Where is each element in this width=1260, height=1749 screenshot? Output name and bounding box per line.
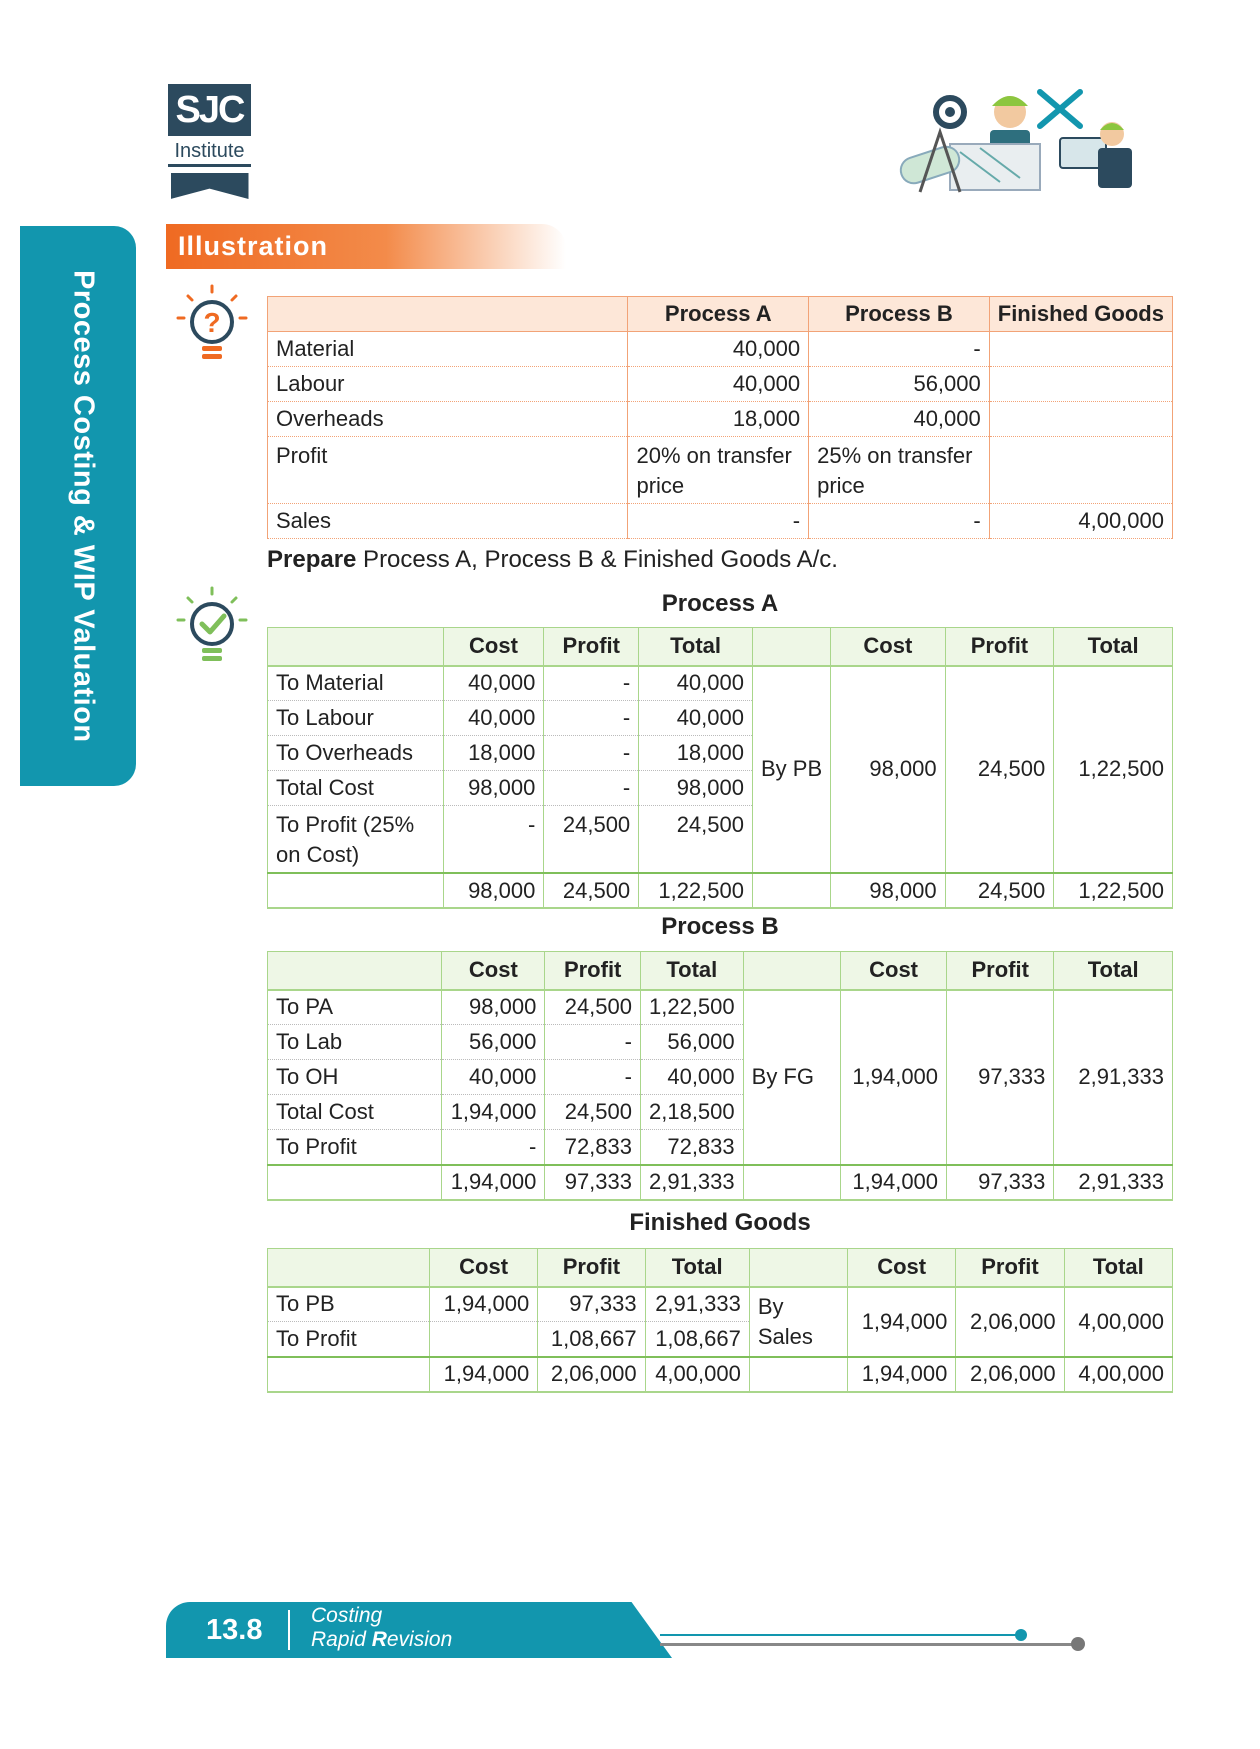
- logo-sub: Institute: [168, 138, 251, 167]
- footer-rapid: Rapid: [311, 1628, 372, 1651]
- process-b-title: Process B: [661, 913, 779, 940]
- totals-row: [268, 873, 1173, 908]
- table-row: [268, 990, 1173, 1025]
- header-cell: Total: [641, 952, 744, 990]
- cell: 18,000: [628, 402, 809, 437]
- table-row: [268, 437, 1173, 504]
- row-label: Material: [268, 332, 628, 367]
- cell: 40,000: [809, 402, 990, 437]
- header-cell: Profit: [945, 628, 1054, 666]
- logo-brand: SJC: [168, 84, 251, 136]
- prepare-instruction: [267, 546, 838, 574]
- row-label: Total Cost: [268, 771, 444, 806]
- cell: 1,94,000: [442, 1095, 545, 1130]
- cell: 97,333: [538, 1287, 645, 1322]
- credit-total: 2,91,333: [1054, 990, 1173, 1165]
- credit-cost: 98,000: [831, 666, 946, 874]
- row-label: To Material: [268, 666, 444, 701]
- cell: 1,94,000: [429, 1287, 537, 1322]
- cell: 1,22,500: [1054, 873, 1173, 908]
- cell: 18,000: [443, 736, 544, 771]
- header-cell: [743, 952, 840, 990]
- credit-label: By Sales: [749, 1287, 847, 1357]
- given-header-blank: [268, 297, 628, 332]
- header-cell: [268, 1249, 430, 1287]
- page-number: 13.8: [206, 1614, 263, 1646]
- row-label: To Labour: [268, 701, 444, 736]
- cell: 2,06,000: [956, 1357, 1064, 1392]
- header-cell: [749, 1249, 847, 1287]
- cell: 1,94,000: [848, 1357, 956, 1392]
- header-cell: Cost: [429, 1249, 537, 1287]
- table-row: [268, 504, 1173, 539]
- row-label: To Profit: [268, 1130, 442, 1165]
- cell: 56,000: [809, 367, 990, 402]
- footer-rule-grey: [660, 1643, 1078, 1646]
- header-cell: Total: [639, 628, 753, 666]
- footer-line-costing: Costing: [311, 1604, 383, 1627]
- header-cell: Profit: [544, 628, 639, 666]
- cell: 40,000: [639, 666, 753, 701]
- cell: [989, 332, 1172, 367]
- cell: 56,000: [641, 1025, 744, 1060]
- cell: 98,000: [639, 771, 753, 806]
- logo-flag: [171, 173, 249, 199]
- footer-rule-teal: [660, 1634, 1020, 1636]
- totals-row: [268, 1357, 1173, 1392]
- cell: [752, 873, 830, 908]
- cell: 2,91,333: [645, 1287, 749, 1322]
- engineer-tools-icon: [880, 82, 1140, 202]
- cell: 24,500: [544, 806, 639, 874]
- cell: 40,000: [628, 332, 809, 367]
- cell: -: [544, 736, 639, 771]
- header-cell: [268, 952, 442, 990]
- cell: [749, 1357, 847, 1392]
- cell: 72,833: [641, 1130, 744, 1165]
- header-cell: Cost: [443, 628, 544, 666]
- cell: 1,94,000: [841, 1165, 947, 1200]
- row-label: To PA: [268, 990, 442, 1025]
- credit-label: By PB: [752, 666, 830, 874]
- cell: 72,833: [545, 1130, 641, 1165]
- given-header-process-a: Process A: [628, 297, 809, 332]
- credit-profit: 2,06,000: [956, 1287, 1064, 1357]
- cell: -: [545, 1025, 641, 1060]
- credit-total: 1,22,500: [1054, 666, 1173, 874]
- row-label: To OH: [268, 1060, 442, 1095]
- finished-goods-table: [267, 1248, 1173, 1393]
- footer-evision: evision: [386, 1628, 453, 1651]
- header-cell: Profit: [956, 1249, 1064, 1287]
- cell: 2,18,500: [641, 1095, 744, 1130]
- cell: 24,500: [544, 873, 639, 908]
- cell: 4,00,000: [1064, 1357, 1172, 1392]
- prepare-rest: Process A, Process B & Finished Goods A/c.: [356, 546, 838, 573]
- cell: 24,500: [545, 1095, 641, 1130]
- cell: 2,91,333: [641, 1165, 744, 1200]
- cell: -: [544, 666, 639, 701]
- cell: 98,000: [831, 873, 946, 908]
- row-label: To Profit: [268, 1322, 430, 1357]
- cell: -: [544, 771, 639, 806]
- cell: [743, 1165, 840, 1200]
- cell: 97,333: [545, 1165, 641, 1200]
- footer-r: R: [371, 1628, 387, 1651]
- cell: 98,000: [443, 771, 544, 806]
- chapter-title: Process Costing & WIP Valuation: [67, 269, 100, 743]
- row-label: To Profit (25% on Cost): [268, 806, 444, 874]
- cell: 2,91,333: [1054, 1165, 1173, 1200]
- footer-divider: [288, 1610, 290, 1650]
- cell: 98,000: [443, 873, 544, 908]
- row-label: Sales: [268, 504, 628, 539]
- table-row: [268, 367, 1173, 402]
- header-cell: [268, 628, 444, 666]
- process-a-title: Process A: [661, 590, 779, 617]
- row-label: Total Cost: [268, 1095, 442, 1130]
- given-data-table: [267, 296, 1173, 539]
- cell: 2,06,000: [538, 1357, 645, 1392]
- cell: 18,000: [639, 736, 753, 771]
- cell: 24,500: [945, 873, 1054, 908]
- logo: [168, 84, 251, 199]
- check-bulb-icon: [176, 586, 248, 668]
- process-b-header-row: [268, 952, 1173, 990]
- cell: [268, 1357, 430, 1392]
- credit-cost: 1,94,000: [841, 990, 947, 1165]
- given-header-row: [268, 297, 1173, 332]
- table-row: [268, 332, 1173, 367]
- cell: [268, 873, 444, 908]
- finished-goods-header-row: [268, 1249, 1173, 1287]
- footer-dot-grey: [1071, 1637, 1085, 1651]
- illustration-banner: [166, 224, 566, 269]
- process-a-header-row: [268, 628, 1173, 666]
- given-header-finished-goods: Finished Goods: [989, 297, 1172, 332]
- header-cell: Total: [1064, 1249, 1172, 1287]
- totals-row: [268, 1165, 1173, 1200]
- cell: 40,000: [443, 701, 544, 736]
- cell: 25% on transfer price: [809, 437, 990, 504]
- given-header-process-b: Process B: [809, 297, 990, 332]
- table-row: [268, 666, 1173, 701]
- credit-profit: 97,333: [947, 990, 1054, 1165]
- cell: 98,000: [442, 990, 545, 1025]
- row-label: To PB: [268, 1287, 430, 1322]
- cell: [989, 437, 1172, 504]
- header-cell: Total: [1054, 628, 1173, 666]
- cell: 24,500: [545, 990, 641, 1025]
- cell: 20% on transfer price: [628, 437, 809, 504]
- banner-label: Illustration: [178, 231, 329, 261]
- row-label: Profit: [268, 437, 628, 504]
- cell: -: [442, 1130, 545, 1165]
- cell: 40,000: [641, 1060, 744, 1095]
- chapter-side-tab: [20, 226, 136, 786]
- svg-text:?: ?: [203, 307, 221, 338]
- cell: [989, 367, 1172, 402]
- footer-line-rapid-revision: [311, 1628, 452, 1652]
- cell: 1,08,667: [538, 1322, 645, 1357]
- row-label: Overheads: [268, 402, 628, 437]
- process-b-table: [267, 951, 1173, 1201]
- cell: 4,00,000: [645, 1357, 749, 1392]
- cell: -: [544, 701, 639, 736]
- header-cell: [752, 628, 830, 666]
- cell: 40,000: [628, 367, 809, 402]
- cell: 1,22,500: [639, 873, 753, 908]
- row-label: Labour: [268, 367, 628, 402]
- cell: -: [443, 806, 544, 874]
- cell: 1,22,500: [641, 990, 744, 1025]
- cell: 40,000: [443, 666, 544, 701]
- header-cell: Profit: [545, 952, 641, 990]
- table-row: [268, 1287, 1173, 1322]
- finished-goods-title: Finished Goods: [629, 1209, 811, 1236]
- credit-cost: 1,94,000: [848, 1287, 956, 1357]
- cell: 1,08,667: [645, 1322, 749, 1357]
- process-a-table: [267, 627, 1173, 909]
- cell: 56,000: [442, 1025, 545, 1060]
- cell: 40,000: [639, 701, 753, 736]
- cell: [268, 1165, 442, 1200]
- credit-label: By FG: [743, 990, 840, 1165]
- cell: -: [628, 504, 809, 539]
- header-cell: Profit: [538, 1249, 645, 1287]
- question-bulb-icon: [176, 284, 248, 366]
- header-cell: Total: [645, 1249, 749, 1287]
- header-cell: Cost: [848, 1249, 956, 1287]
- table-row: [268, 402, 1173, 437]
- credit-profit: 24,500: [945, 666, 1054, 874]
- cell: -: [545, 1060, 641, 1095]
- cell: 1,94,000: [442, 1165, 545, 1200]
- header-cell: Total: [1054, 952, 1173, 990]
- header-cell: Cost: [831, 628, 946, 666]
- cell: -: [809, 504, 990, 539]
- cell: 1,94,000: [429, 1357, 537, 1392]
- cell: -: [809, 332, 990, 367]
- cell: [989, 402, 1172, 437]
- header-cell: Cost: [841, 952, 947, 990]
- cell: 24,500: [639, 806, 753, 874]
- header-cell: Cost: [442, 952, 545, 990]
- cell: 4,00,000: [989, 504, 1172, 539]
- prepare-bold: Prepare: [267, 546, 357, 573]
- credit-total: 4,00,000: [1064, 1287, 1172, 1357]
- cell: [429, 1322, 537, 1357]
- footer-book-title: [311, 1604, 452, 1652]
- cell: 40,000: [442, 1060, 545, 1095]
- row-label: To Overheads: [268, 736, 444, 771]
- cell: 97,333: [947, 1165, 1054, 1200]
- footer-dot-teal: [1015, 1629, 1027, 1641]
- row-label: To Lab: [268, 1025, 442, 1060]
- header-cell: Profit: [947, 952, 1054, 990]
